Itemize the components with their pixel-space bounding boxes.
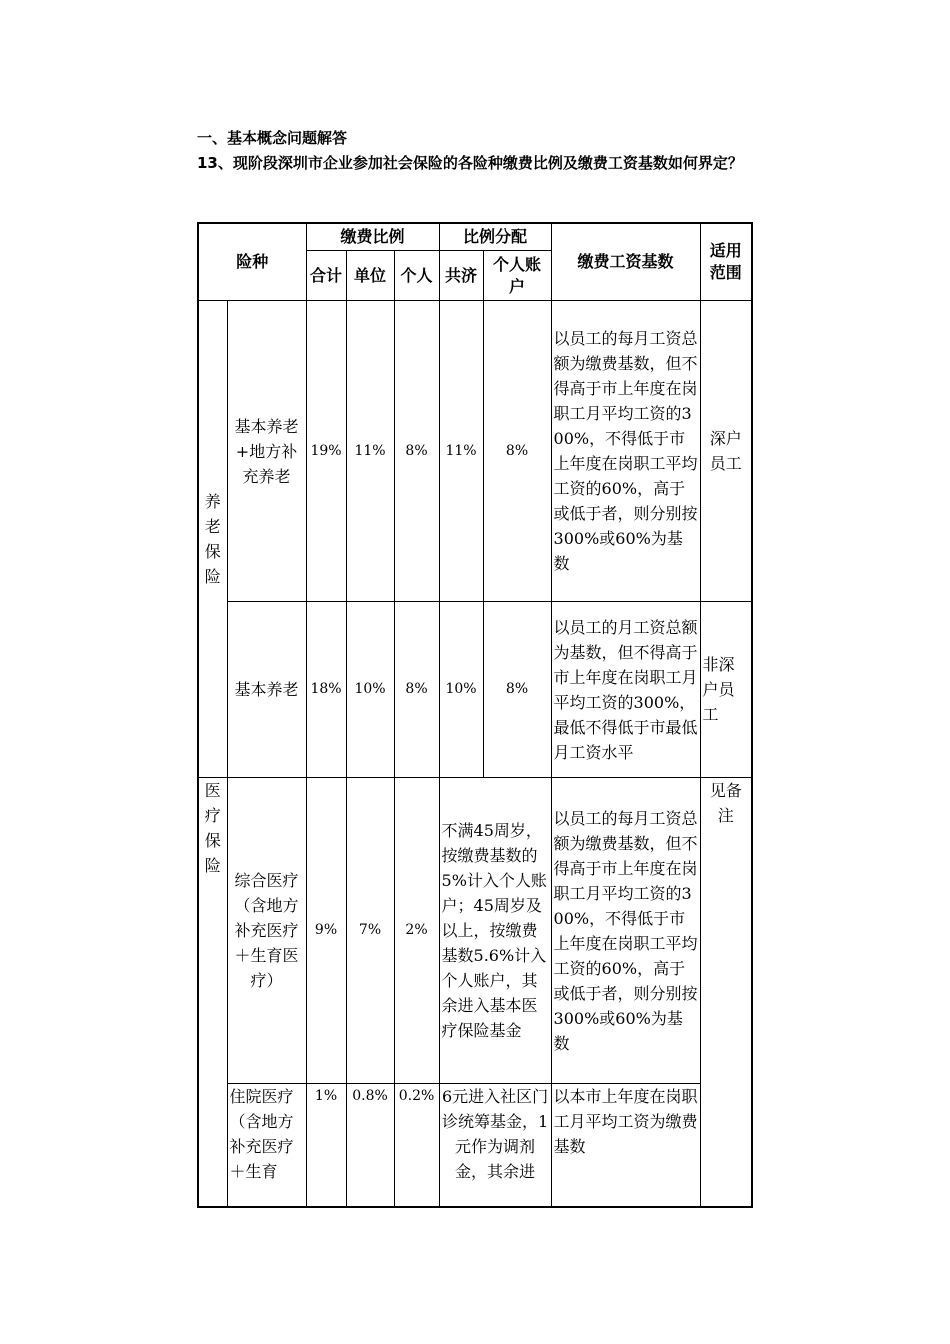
table-row bbox=[198, 778, 752, 1084]
row-account: 8% bbox=[483, 602, 551, 778]
row-pooled: 11% bbox=[439, 301, 483, 602]
category-medical: 医疗保险 bbox=[198, 778, 227, 1208]
row-total: 9% bbox=[306, 778, 346, 1084]
row-total: 19% bbox=[306, 301, 346, 602]
header-scope: 适用范围 bbox=[700, 223, 752, 301]
category-pension: 养老保险 bbox=[198, 301, 227, 778]
row-name: 住院医疗（含地方补充医疗＋生育 bbox=[227, 1084, 306, 1208]
row-individual: 2% bbox=[394, 778, 439, 1084]
row-employer: 7% bbox=[346, 778, 394, 1084]
row-name: 基本养老 bbox=[227, 602, 306, 778]
row-employer: 0.8% bbox=[346, 1084, 394, 1208]
header-type: 险种 bbox=[198, 223, 306, 301]
header-employer: 单位 bbox=[346, 251, 394, 301]
row-scope: 见备注 bbox=[700, 778, 752, 1208]
header-total: 合计 bbox=[306, 251, 346, 301]
row-employer: 10% bbox=[346, 602, 394, 778]
section-heading: 一、基本概念问题解答 bbox=[197, 129, 348, 147]
row-allocation: 6元进入社区门诊统筹基金，1元作为调剂金，其余进 bbox=[439, 1084, 551, 1208]
row-scope: 非深户员工 bbox=[700, 602, 752, 778]
table-row bbox=[198, 301, 752, 602]
row-individual: 8% bbox=[394, 301, 439, 602]
row-account: 8% bbox=[483, 301, 551, 602]
row-base: 以员工的月工资总额为基数，但不得高于市上年度在岗职工月平均工资的300%，最低不得低于市最低月工资水平 bbox=[551, 602, 700, 778]
question-heading: 13、现阶段深圳市企业参加社会保险的各险种缴费比例及缴费工资基数如何界定？ bbox=[197, 154, 743, 172]
header-personal-account: 个人账户 bbox=[483, 251, 551, 301]
row-employer: 11% bbox=[346, 301, 394, 602]
row-name: 综合医疗（含地方补充医疗＋生育医疗） bbox=[227, 778, 306, 1084]
row-base: 以员工的每月工资总额为缴费基数，但不得高于市上年度在岗职工月平均工资的300%，不得低于市上年度在岗职工平均工资的60%，高于或低于者，则分别按300%或60%为基数 bbox=[551, 778, 700, 1084]
row-scope: 深户员工 bbox=[700, 301, 752, 602]
header-base: 缴费工资基数 bbox=[551, 223, 700, 301]
row-total: 18% bbox=[306, 602, 346, 778]
table-row bbox=[198, 1084, 752, 1208]
row-pooled: 10% bbox=[439, 602, 483, 778]
row-allocation: 不满45周岁，按缴费基数的5%计入个人账户；45周岁及以上，按缴费基数5.6%计入个人账户，其余进入基本医疗保险基金 bbox=[439, 778, 551, 1084]
insurance-contribution-table bbox=[197, 222, 753, 1208]
row-base: 以员工的每月工资总额为缴费基数，但不得高于市上年度在岗职工月平均工资的300%，不得低于市上年度在岗职工平均工资的60%，高于或低于者，则分别按300%或60%为基数 bbox=[551, 301, 700, 602]
table-row bbox=[198, 602, 752, 778]
row-total: 1% bbox=[306, 1084, 346, 1208]
header-pooled: 共济 bbox=[439, 251, 483, 301]
header-allocation-group: 比例分配 bbox=[439, 223, 551, 251]
header-row bbox=[198, 223, 752, 251]
row-individual: 0.2% bbox=[394, 1084, 439, 1208]
header-ratio-group: 缴费比例 bbox=[306, 223, 439, 251]
header-individual: 个人 bbox=[394, 251, 439, 301]
row-individual: 8% bbox=[394, 602, 439, 778]
row-base: 以本市上年度在岗职工月平均工资为缴费基数 bbox=[551, 1084, 700, 1208]
row-name: 基本养老+地方补充养老 bbox=[227, 301, 306, 602]
